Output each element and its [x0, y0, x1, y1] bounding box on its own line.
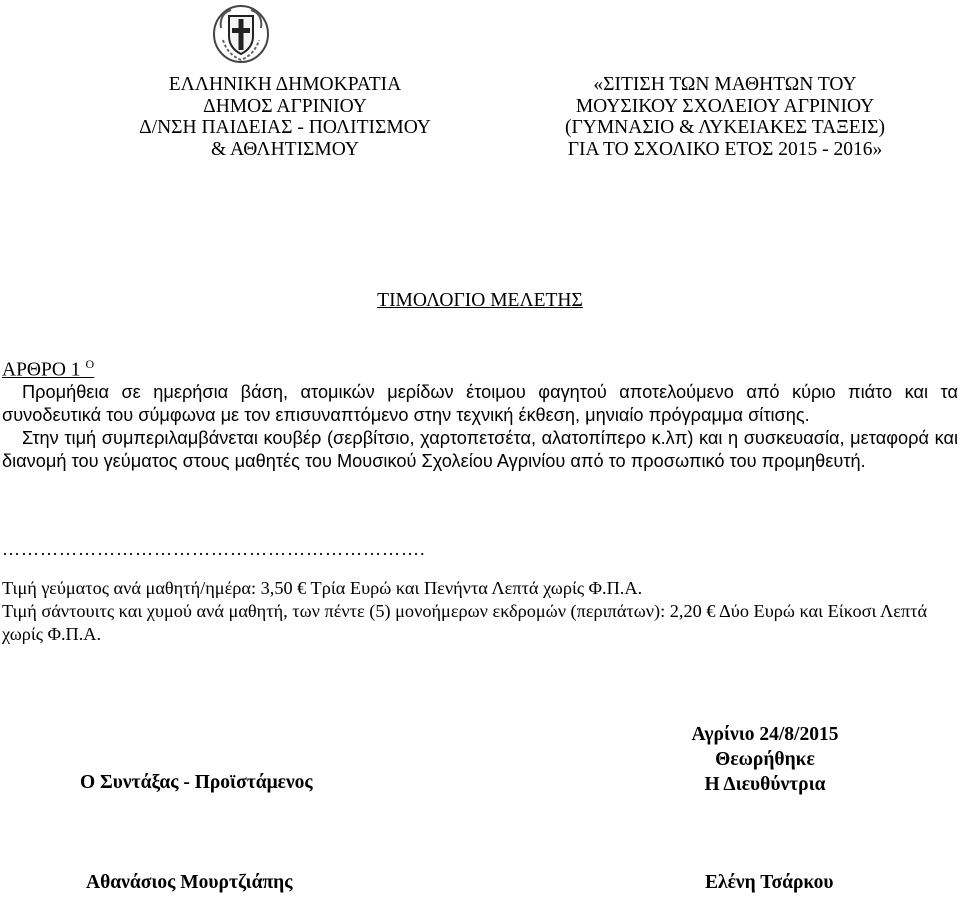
price-line: Τιμή γεύματος ανά μαθητή/ημέρα: 3,50 € Τρία Ευρώ και Πενήντα Λεπτά χωρίς Φ.Π.Α.	[2, 578, 643, 598]
issuer-line: Δ/ΝΣΗ ΠΑΙΔΕΙΑΣ - ΠΟΛΙΤΙΣΜΟΥ	[139, 117, 431, 138]
project-header	[490, 74, 960, 160]
body-paragraph: Στην τιμή συμπεριλαμβάνεται κουβέρ (σερβίτσιο, χαρτοπετσέτα, αλατοπίπερο κ.λπ) και η συσκευασία, μεταφορά και διανομή του γεύματος στους μαθητές του Μουσικού Σχολείου Αγρινίου από το προσωπικό του προμηθευτή.	[2, 428, 958, 471]
price-section	[2, 577, 958, 646]
issuer-line: ΕΛΛΗΝΙΚΗ ΔΗΜΟΚΡΑΤΙΑ	[168, 74, 402, 95]
project-line: ΓΙΑ ΤΟ ΣΧΟΛΙΚΟ ΕΤΟΣ 2015 - 2016»	[567, 138, 883, 160]
signature-date: Αγρίνιο 24/8/2015	[691, 724, 839, 745]
issuer-line: ΔΗΜΟΣ ΑΓΡΙΝΙΟΥ	[203, 95, 367, 117]
project-line: «ΣΙΤΙΣΗ ΤΩΝ ΜΑΘΗΤΩΝ ΤΟΥ	[593, 74, 857, 95]
article-heading	[2, 357, 94, 382]
director-role: Η Διευθύντρια	[704, 774, 826, 795]
article-label: ΑΡΘΡΟ 1	[2, 359, 81, 381]
approval-block	[660, 722, 870, 797]
greek-coat-of-arms-icon	[209, 0, 273, 64]
project-line: (ΓΥΜΝΑΣΙΟ & ΛΥΚΕΙΑΚΕΣ ΤΑΞΕΙΣ)	[564, 117, 886, 138]
author-role: Ο Συντάξας - Προϊστάμενος	[80, 772, 313, 793]
issuer-line: & ΑΘΛΗΤΙΣΜΟΥ	[211, 138, 359, 160]
approved-label: Θεωρήθηκε	[715, 749, 815, 770]
price-line: Τιμή σάντουιτς και χυμού ανά μαθητή, των πέντε (5) μονοήμερων εκδρομών (περιπάτων): 2,20 € Δύο Ευρώ και Είκοσι Λεπτά χωρίς Φ.Π.Α.	[2, 601, 928, 644]
director-name: Ελένη Τσάρκου	[705, 872, 834, 893]
author-name: Αθανάσιος Μουρτζιάπης	[86, 872, 293, 893]
project-line: ΜΟΥΣΙΚΟΥ ΣΧΟΛΕΙΟΥ ΑΓΡΙΝΙΟΥ	[575, 95, 875, 117]
issuer-header	[80, 74, 490, 160]
dotted-separator: ………………………………………………………….	[2, 539, 426, 559]
body-paragraph: Προμήθεια σε ημερήσια βάση, ατομικών μερίδων έτοιμου φαγητού αποτελούμενο από κύριο πιάτο και τα συνοδευτικά του σύμφωνα με τον επισυναπτόμενο στην τεχνική έκθεση, μηνιαίο πρόγραμμα σίτισης.	[2, 382, 958, 425]
article-superscript: Ο	[85, 357, 95, 371]
article-body	[2, 381, 958, 473]
document-title: ΤΙΜΟΛΟΓΙΟ ΜΕΛΕΤΗΣ	[377, 290, 583, 311]
